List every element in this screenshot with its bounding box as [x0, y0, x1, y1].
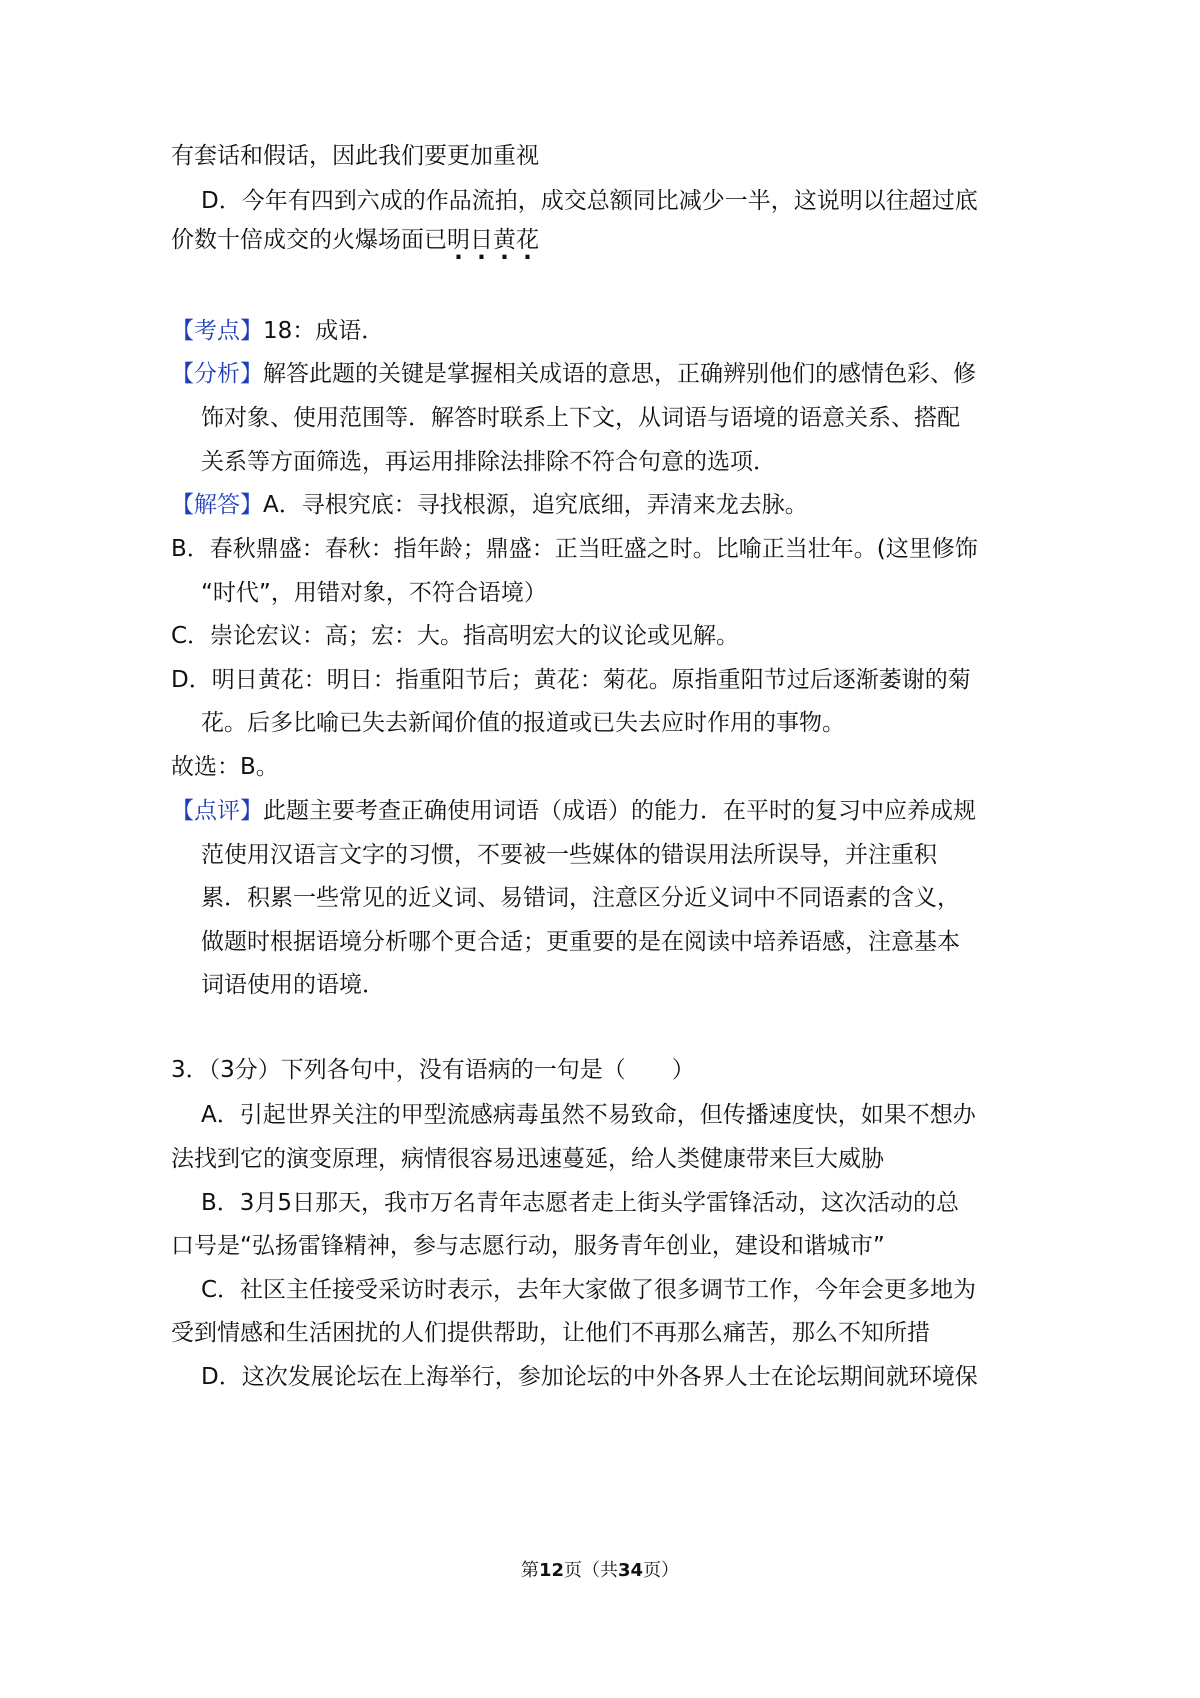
footer-prefix: 第: [520, 1560, 539, 1581]
emphasis-char: 黄: [493, 227, 516, 253]
q3-option-c-line2: 受到情感和生活困扰的人们提供帮助，让他们不再那么痛苦，那么不知所措: [171, 1320, 930, 1346]
prev-option-continuation: 有套话和假话，因此我们要更加重视: [171, 143, 539, 169]
dianping-line-3: 累．积累一些常见的近义词、易错词，注意区分近义词中不同语素的含义，: [201, 885, 960, 911]
jieda-text: A．寻根究底：寻找根源，追究底细，弄清来龙去脉。: [263, 492, 808, 518]
jieda-line-2: B．春秋鼎盛：春秋：指年龄；鼎盛：正当旺盛之时。比喻正当壮年。(这里修饰: [171, 536, 978, 562]
jieda-tag: 【解答】: [171, 492, 263, 518]
jieda-line-4: C．崇论宏议：高；宏：大。指高明宏大的议论或见解。: [171, 623, 740, 649]
prev-option-d-line2: [171, 225, 539, 255]
fenxi-line-1: [171, 359, 976, 389]
q3-option-c-line1: C．社区主任接受采访时表示，去年大家做了很多调节工作，今年会更多地为: [201, 1277, 977, 1303]
q3-option-b-line2: 口号是“弘扬雷锋精神，参与志愿行动，服务青年创业，建设和谐城市”: [171, 1233, 885, 1259]
q3-option-a-line1: A．引起世界关注的甲型流感病毒虽然不易致命，但传播速度快，如果不想办: [201, 1102, 976, 1128]
fenxi-line-3: 关系等方面筛选，再运用排除法排除不符合句意的选项．: [201, 449, 776, 475]
q3-option-b-line1: B．3月5日那天，我市万名青年志愿者走上街头学雷锋活动，这次活动的总: [201, 1190, 960, 1216]
prev-option-d-line1: D．今年有四到六成的作品流拍，成交总额同比减少一半，这说明以往超过底: [201, 188, 978, 214]
page-total: 34: [618, 1560, 644, 1581]
emphasis-char: 明: [447, 227, 470, 253]
footer-mid: 页（共: [564, 1560, 618, 1581]
prev-option-d-text: 价数十倍成交的火爆场面已: [171, 227, 447, 253]
page-number: 12: [538, 1560, 564, 1581]
page-footer: [0, 1556, 1200, 1582]
question-3-stem: 3．（3分）下列各句中，没有语病的一句是（ ）: [171, 1057, 695, 1083]
fenxi-text: 解答此题的关键是掌握相关成语的意思，正确辨别他们的感情色彩、修: [263, 361, 976, 387]
dianping-line-1: [171, 796, 976, 826]
emphasis-char: 花: [516, 227, 539, 253]
jieda-line-1: [171, 490, 808, 520]
fenxi-line-2: 饰对象、使用范围等．解答时联系上下文，从词语与语境的语意关系、搭配: [201, 405, 960, 431]
kaodian-tag: 【考点】: [171, 318, 263, 344]
dianping-tag: 【点评】: [171, 798, 263, 824]
dianping-line-4: 做题时根据语境分析哪个更合适；更重要的是在阅读中培养语感，注意基本: [201, 929, 960, 955]
jieda-line-3: “时代”，用错对象，不符合语境）: [201, 580, 547, 606]
kaodian-line: [171, 316, 384, 346]
q3-option-d-line1: D．这次发展论坛在上海举行，参加论坛的中外各界人士在论坛期间就环境保: [201, 1364, 978, 1390]
answer-line: 故选：B。: [171, 754, 279, 780]
dianping-text: 此题主要考查正确使用词语（成语）的能力．在平时的复习中应养成规: [263, 798, 976, 824]
dianping-line-2: 范使用汉语言文字的习惯，不要被一些媒体的错误用法所误导，并注重积: [201, 842, 937, 868]
emphasis-char: 日: [470, 227, 493, 253]
kaodian-text: 18：成语．: [263, 318, 385, 344]
jieda-line-5: D．明日黄花：明日：指重阳节后；黄花：菊花。原指重阳节过后逐渐萎谢的菊: [171, 667, 971, 693]
jieda-line-6: 花。后多比喻已失去新闻价值的报道或已失去应时作用的事物。: [201, 710, 845, 736]
footer-suffix: 页）: [643, 1560, 680, 1581]
fenxi-tag: 【分析】: [171, 361, 263, 387]
dianping-line-5: 词语使用的语境．: [201, 972, 385, 998]
q3-option-a-line2: 法找到它的演变原理，病情很容易迅速蔓延，给人类健康带来巨大威胁: [171, 1146, 884, 1172]
